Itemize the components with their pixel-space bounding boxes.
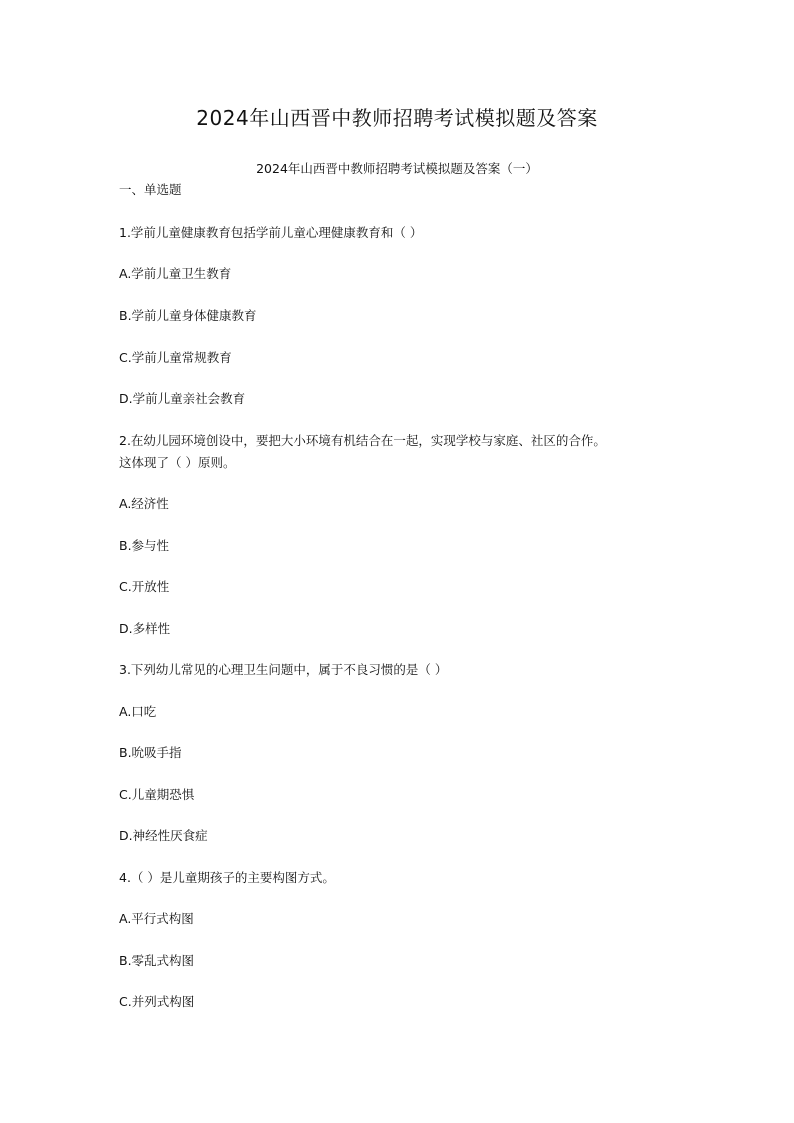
question-3-stem: 3.下列幼儿常见的心理卫生问题中，属于不良习惯的是（ ） [119,662,448,677]
document-subtitle: 2024年山西晋中教师招聘考试模拟题及答案（一） [256,161,538,176]
question-4-stem: 4.（ ）是儿童期孩子的主要构图方式。 [119,870,335,885]
question-1-option-b: B.学前儿童身体健康教育 [119,308,257,323]
question-3-option-a: A.口吃 [119,704,157,719]
question-1-option-a: A.学前儿童卫生教育 [119,266,232,281]
question-2-option-a: A.经济性 [119,496,169,511]
question-4-option-c: C.并列式构图 [119,994,195,1009]
section-heading: 一、单选题 [119,182,182,197]
question-4-option-a: A.平行式构图 [119,911,194,926]
question-3-option-d: D.神经性厌食症 [119,828,208,843]
question-2-stem-line-2: 这体现了（ ）原则。 [119,455,236,470]
question-2-option-d: D.多样性 [119,621,171,636]
question-4-option-b: B.零乱式构图 [119,953,195,968]
question-1-option-d: D.学前儿童亲社会教育 [119,391,246,406]
question-2-option-b: B.参与性 [119,538,170,553]
question-2-option-c: C.开放性 [119,579,170,594]
question-3-option-b: B.吮吸手指 [119,745,182,760]
question-3-option-c: C.儿童期恐惧 [119,787,195,802]
question-1-option-c: C.学前儿童常规教育 [119,350,232,365]
page-title: 2024年山西晋中教师招聘考试模拟题及答案 [196,106,598,130]
question-2-stem-line-1: 2.在幼儿园环境创设中，要把大小环境有机结合在一起，实现学校与家庭、社区的合作。 [119,433,606,448]
question-1-stem: 1.学前儿童健康教育包括学前儿童心理健康教育和（ ） [119,225,423,240]
